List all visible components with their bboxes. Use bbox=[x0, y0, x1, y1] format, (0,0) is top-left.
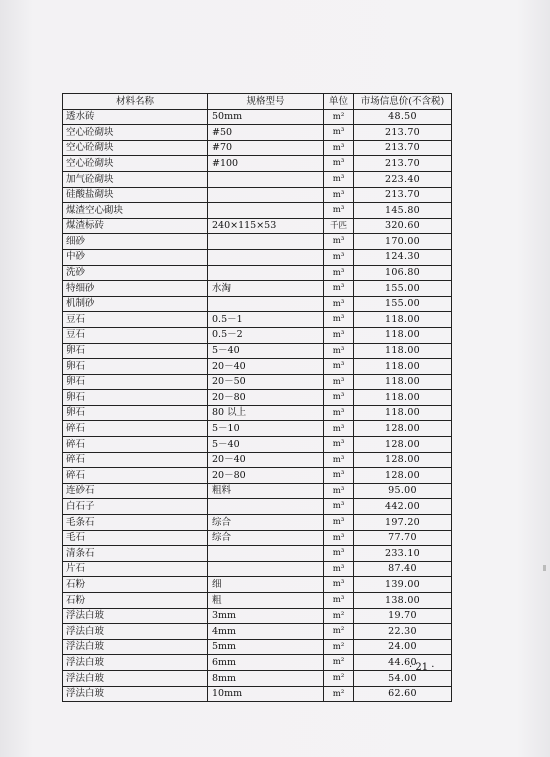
cell-price: 48.50 bbox=[354, 109, 452, 125]
cell-spec: 20－40 bbox=[208, 452, 324, 468]
cell-unit: m³ bbox=[324, 405, 354, 421]
page-number: · 21 · bbox=[409, 662, 435, 673]
table-row bbox=[63, 203, 452, 219]
cell-unit: m² bbox=[324, 608, 354, 624]
cell-spec: 粗料 bbox=[208, 483, 324, 499]
cell-unit: m³ bbox=[324, 452, 354, 468]
cell-price: 213.70 bbox=[354, 125, 452, 141]
cell-spec bbox=[208, 187, 324, 203]
table-row bbox=[63, 483, 452, 499]
cell-material-name: 碎石 bbox=[63, 437, 208, 453]
cell-unit: 千匹 bbox=[324, 218, 354, 234]
cell-material-name: 空心砼砌块 bbox=[63, 125, 208, 141]
cell-price: 223.40 bbox=[354, 171, 452, 187]
cell-material-name: 卵石 bbox=[63, 405, 208, 421]
header-spec-model: 规格型号 bbox=[208, 94, 324, 110]
cell-price: 145.80 bbox=[354, 203, 452, 219]
cell-spec: 20－80 bbox=[208, 390, 324, 406]
table-header-row bbox=[63, 94, 452, 110]
cell-unit: m³ bbox=[324, 437, 354, 453]
cell-material-name: 碎石 bbox=[63, 468, 208, 484]
cell-material-name: 浮法白玻 bbox=[63, 655, 208, 671]
cell-material-name: 空心砼砌块 bbox=[63, 140, 208, 156]
table-row bbox=[63, 686, 452, 702]
cell-price: 139.00 bbox=[354, 577, 452, 593]
cell-unit: m³ bbox=[324, 515, 354, 531]
table-row bbox=[63, 468, 452, 484]
cell-spec bbox=[208, 203, 324, 219]
cell-material-name: 浮法白玻 bbox=[63, 686, 208, 702]
cell-material-name: 浮法白玻 bbox=[63, 608, 208, 624]
cell-spec: 20－50 bbox=[208, 374, 324, 390]
cell-unit: m³ bbox=[324, 296, 354, 312]
table-row bbox=[63, 296, 452, 312]
cell-material-name: 卵石 bbox=[63, 343, 208, 359]
cell-spec: 综合 bbox=[208, 530, 324, 546]
cell-price: 118.00 bbox=[354, 359, 452, 375]
table-row bbox=[63, 156, 452, 172]
cell-spec: 5mm bbox=[208, 639, 324, 655]
cell-spec: 粗 bbox=[208, 593, 324, 609]
cell-spec: 20－80 bbox=[208, 468, 324, 484]
cell-price: 118.00 bbox=[354, 374, 452, 390]
cell-spec: #70 bbox=[208, 140, 324, 156]
cell-material-name: 浮法白玻 bbox=[63, 624, 208, 640]
cell-unit: m² bbox=[324, 624, 354, 640]
cell-material-name: 加气砼砌块 bbox=[63, 171, 208, 187]
cell-spec: 8mm bbox=[208, 670, 324, 686]
cell-price: 22.30 bbox=[354, 624, 452, 640]
cell-price: 118.00 bbox=[354, 390, 452, 406]
cell-price: 19.70 bbox=[354, 608, 452, 624]
cell-unit: m³ bbox=[324, 327, 354, 343]
cell-material-name: 清条石 bbox=[63, 546, 208, 562]
cell-unit: m³ bbox=[324, 499, 354, 515]
cell-material-name: 白石子 bbox=[63, 499, 208, 515]
table-row bbox=[63, 561, 452, 577]
cell-price: 62.60 bbox=[354, 686, 452, 702]
table-row bbox=[63, 546, 452, 562]
cell-price: 54.00 bbox=[354, 670, 452, 686]
cell-price: 24.00 bbox=[354, 639, 452, 655]
cell-spec: 0.5－1 bbox=[208, 312, 324, 328]
cell-unit: m² bbox=[324, 655, 354, 671]
cell-price: 233.10 bbox=[354, 546, 452, 562]
cell-material-name: 机制砂 bbox=[63, 296, 208, 312]
table-row bbox=[63, 421, 452, 437]
cell-unit: m³ bbox=[324, 203, 354, 219]
cell-price: 77.70 bbox=[354, 530, 452, 546]
cell-material-name: 煤渣标砖 bbox=[63, 218, 208, 234]
price-table bbox=[62, 93, 452, 702]
table-row bbox=[63, 390, 452, 406]
cell-price: 118.00 bbox=[354, 405, 452, 421]
table-row bbox=[63, 249, 452, 265]
cell-spec: #100 bbox=[208, 156, 324, 172]
cell-material-name: 卵石 bbox=[63, 390, 208, 406]
table-row bbox=[63, 530, 452, 546]
cell-spec: 综合 bbox=[208, 515, 324, 531]
cell-price: 442.00 bbox=[354, 499, 452, 515]
cell-spec: 6mm bbox=[208, 655, 324, 671]
cell-unit: m³ bbox=[324, 390, 354, 406]
cell-spec: 5－40 bbox=[208, 343, 324, 359]
table-row bbox=[63, 624, 452, 640]
cell-spec: 10mm bbox=[208, 686, 324, 702]
cell-price: 118.00 bbox=[354, 312, 452, 328]
cell-price: 213.70 bbox=[354, 156, 452, 172]
cell-material-name: 豆石 bbox=[63, 312, 208, 328]
cell-unit: m³ bbox=[324, 249, 354, 265]
cell-material-name: 石粉 bbox=[63, 577, 208, 593]
cell-material-name: 碎石 bbox=[63, 421, 208, 437]
cell-unit: m³ bbox=[324, 171, 354, 187]
cell-spec: 0.5－2 bbox=[208, 327, 324, 343]
cell-unit: m³ bbox=[324, 359, 354, 375]
cell-unit: m³ bbox=[324, 561, 354, 577]
table-row bbox=[63, 234, 452, 250]
cell-material-name: 毛石 bbox=[63, 530, 208, 546]
cell-unit: m³ bbox=[324, 187, 354, 203]
cell-material-name: 碎石 bbox=[63, 452, 208, 468]
cell-price: 87.40 bbox=[354, 561, 452, 577]
cell-unit: m³ bbox=[324, 483, 354, 499]
cell-spec: 3mm bbox=[208, 608, 324, 624]
cell-unit: m³ bbox=[324, 265, 354, 281]
table-row bbox=[63, 670, 452, 686]
table-row bbox=[63, 499, 452, 515]
cell-material-name: 片石 bbox=[63, 561, 208, 577]
cell-material-name: 透水砖 bbox=[63, 109, 208, 125]
cell-unit: m³ bbox=[324, 281, 354, 297]
cell-price: 128.00 bbox=[354, 468, 452, 484]
cell-unit: m² bbox=[324, 686, 354, 702]
cell-price: 124.30 bbox=[354, 249, 452, 265]
cell-spec: 细 bbox=[208, 577, 324, 593]
cell-price: 197.20 bbox=[354, 515, 452, 531]
cell-unit: m³ bbox=[324, 125, 354, 141]
cell-unit: m² bbox=[324, 109, 354, 125]
cell-unit: m² bbox=[324, 670, 354, 686]
cell-spec: 20－40 bbox=[208, 359, 324, 375]
cell-price: 213.70 bbox=[354, 140, 452, 156]
cell-unit: m² bbox=[324, 639, 354, 655]
table-row bbox=[63, 109, 452, 125]
table-row bbox=[63, 608, 452, 624]
cell-price: 106.80 bbox=[354, 265, 452, 281]
cell-price: 170.00 bbox=[354, 234, 452, 250]
cell-price: 155.00 bbox=[354, 281, 452, 297]
cell-spec bbox=[208, 499, 324, 515]
cell-material-name: 硅酸盐砌块 bbox=[63, 187, 208, 203]
cell-price: 155.00 bbox=[354, 296, 452, 312]
cell-material-name: 浮法白玻 bbox=[63, 670, 208, 686]
cell-material-name: 中砂 bbox=[63, 249, 208, 265]
cell-spec bbox=[208, 265, 324, 281]
cell-unit: m³ bbox=[324, 156, 354, 172]
cell-unit: m³ bbox=[324, 530, 354, 546]
cell-price: 138.00 bbox=[354, 593, 452, 609]
cell-unit: m³ bbox=[324, 343, 354, 359]
cell-spec: 5－40 bbox=[208, 437, 324, 453]
table-row bbox=[63, 452, 452, 468]
cell-unit: m³ bbox=[324, 374, 354, 390]
cell-unit: m³ bbox=[324, 546, 354, 562]
table-row bbox=[63, 593, 452, 609]
cell-unit: m³ bbox=[324, 593, 354, 609]
cell-material-name: 洗砂 bbox=[63, 265, 208, 281]
cell-price: 320.60 bbox=[354, 218, 452, 234]
cell-material-name: 石粉 bbox=[63, 593, 208, 609]
cell-material-name: 煤渣空心砌块 bbox=[63, 203, 208, 219]
cell-spec: 240×115×53 bbox=[208, 218, 324, 234]
cell-price: 213.70 bbox=[354, 187, 452, 203]
cell-spec bbox=[208, 171, 324, 187]
cell-spec: 5－10 bbox=[208, 421, 324, 437]
cell-price: 128.00 bbox=[354, 421, 452, 437]
table-row bbox=[63, 312, 452, 328]
table-row bbox=[63, 218, 452, 234]
cell-unit: m³ bbox=[324, 234, 354, 250]
cell-unit: m³ bbox=[324, 468, 354, 484]
cell-unit: m³ bbox=[324, 140, 354, 156]
cell-material-name: 豆石 bbox=[63, 327, 208, 343]
cell-unit: m³ bbox=[324, 577, 354, 593]
cell-spec: 50mm bbox=[208, 109, 324, 125]
cell-spec bbox=[208, 561, 324, 577]
cell-price: 118.00 bbox=[354, 343, 452, 359]
cell-material-name: 毛条石 bbox=[63, 515, 208, 531]
table-row bbox=[63, 125, 452, 141]
table-body bbox=[63, 109, 452, 702]
table-row bbox=[63, 343, 452, 359]
cell-spec bbox=[208, 234, 324, 250]
scan-edge-mark bbox=[543, 565, 546, 571]
cell-material-name: 卵石 bbox=[63, 374, 208, 390]
cell-spec bbox=[208, 296, 324, 312]
table-row bbox=[63, 515, 452, 531]
table-row bbox=[63, 140, 452, 156]
table-row bbox=[63, 187, 452, 203]
cell-spec: 4mm bbox=[208, 624, 324, 640]
cell-spec: #50 bbox=[208, 125, 324, 141]
cell-material-name: 卵石 bbox=[63, 359, 208, 375]
table-row bbox=[63, 577, 452, 593]
cell-price: 44.60 bbox=[354, 655, 452, 671]
cell-price: 128.00 bbox=[354, 452, 452, 468]
cell-unit: m³ bbox=[324, 421, 354, 437]
cell-material-name: 浮法白玻 bbox=[63, 639, 208, 655]
cell-spec: 水淘 bbox=[208, 281, 324, 297]
cell-spec bbox=[208, 249, 324, 265]
cell-price: 128.00 bbox=[354, 437, 452, 453]
cell-material-name: 细砂 bbox=[63, 234, 208, 250]
table-row bbox=[63, 639, 452, 655]
header-unit: 单位 bbox=[324, 94, 354, 110]
table-row bbox=[63, 171, 452, 187]
table-row bbox=[63, 437, 452, 453]
cell-unit: m³ bbox=[324, 312, 354, 328]
cell-material-name: 空心砼砌块 bbox=[63, 156, 208, 172]
header-market-price: 市场信息价(不含税) bbox=[354, 94, 452, 110]
table-row bbox=[63, 655, 452, 671]
cell-material-name: 特细砂 bbox=[63, 281, 208, 297]
cell-price: 118.00 bbox=[354, 327, 452, 343]
cell-spec: 80 以上 bbox=[208, 405, 324, 421]
table-row bbox=[63, 281, 452, 297]
table-row bbox=[63, 359, 452, 375]
header-material-name: 材料名称 bbox=[63, 94, 208, 110]
table-row bbox=[63, 265, 452, 281]
table-row bbox=[63, 405, 452, 421]
cell-price: 95.00 bbox=[354, 483, 452, 499]
table-row bbox=[63, 327, 452, 343]
cell-spec bbox=[208, 546, 324, 562]
table-row bbox=[63, 374, 452, 390]
cell-material-name: 连砂石 bbox=[63, 483, 208, 499]
